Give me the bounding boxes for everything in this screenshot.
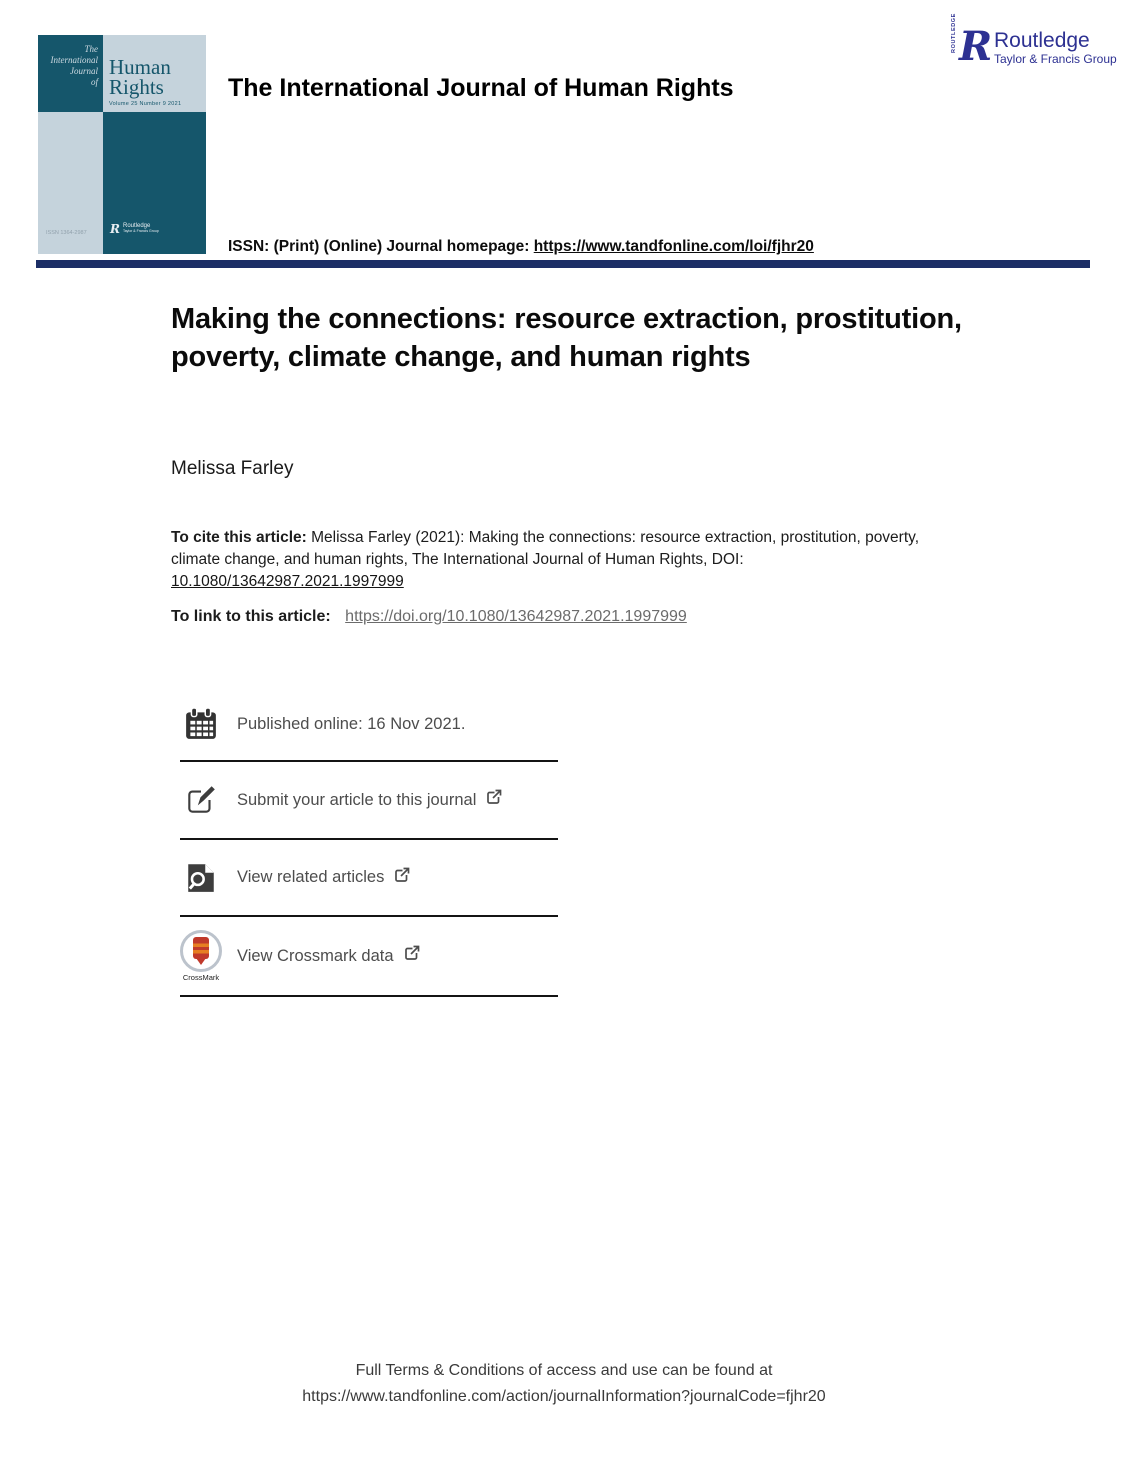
crossmark-caption: CrossMark <box>182 973 220 982</box>
crossmark-row[interactable] <box>180 917 558 997</box>
article-title: Making the connections: resource extraction, prostitution, poverty, climate change, and human rights <box>171 303 962 373</box>
related-articles-row[interactable] <box>180 840 558 917</box>
cover-volume-line: Volume 25 Number 9 2021 <box>109 101 182 107</box>
related-articles-icon <box>180 861 222 895</box>
submit-article-text: Submit your article to this journal <box>237 790 477 809</box>
cover-masthead <box>38 44 98 88</box>
cover-masthead-line: Journal <box>70 66 98 76</box>
external-link-icon <box>393 867 410 889</box>
citation-block <box>171 527 921 593</box>
cover-masthead-line: of <box>90 77 98 87</box>
cover-title-line: Rights <box>109 75 164 99</box>
article-link-line <box>171 608 687 626</box>
published-online-row <box>180 688 558 762</box>
footer-terms-text: Full Terms & Conditions of access and use can be found at <box>355 1362 773 1379</box>
footer <box>0 1358 1128 1410</box>
submit-article-icon <box>180 783 222 817</box>
related-articles-text: View related articles <box>237 868 385 886</box>
routledge-r-mark <box>951 13 993 79</box>
issn-line <box>228 238 814 256</box>
external-link-icon <box>485 789 502 811</box>
calendar-icon <box>180 707 222 741</box>
header-rule <box>36 260 1090 268</box>
cover-masthead-line: International <box>50 55 98 65</box>
cover-mini-publisher: Routledge <box>122 223 151 229</box>
publisher-name: Routledge <box>994 29 1090 52</box>
issn-label: ISSN: (Print) (Online) Journal homepage: <box>228 238 530 255</box>
crossmark-text: View Crossmark data <box>237 946 394 965</box>
author-name: Melissa Farley <box>171 458 294 479</box>
publisher-tagline: Taylor & Francis Group <box>994 52 1117 66</box>
routledge-vertical-text: ROUTLEDGE <box>951 13 957 53</box>
cover-mini-routledge-logo <box>110 223 159 235</box>
routledge-logo <box>951 13 1117 79</box>
cite-body: Melissa Farley (2021): Making the connections: resource extraction, prostitution, poverty, climate change, and human rights, The International Journal of Human Rights, DOI: <box>171 529 920 568</box>
crossmark-icon <box>180 930 222 982</box>
published-online-text: Published online: 16 Nov 2021. <box>237 714 466 733</box>
footer-journal-info-link[interactable]: https://www.tandfonline.com/action/journalInformation?journalCode=fjhr20 <box>302 1388 826 1405</box>
cite-doi-link[interactable]: 10.1080/13642987.2021.1997999 <box>171 573 404 590</box>
cover-mini-tagline: Taylor & Francis Group <box>122 229 159 233</box>
routledge-r-icon: R <box>959 23 993 70</box>
cite-label: To cite this article: <box>171 529 307 546</box>
action-rows <box>180 688 558 997</box>
routledge-r-icon: R <box>110 222 120 236</box>
cover-issn: ISSN 1364-2987 <box>46 230 87 236</box>
doi-link[interactable]: https://doi.org/10.1080/13642987.2021.1997999 <box>345 608 687 625</box>
external-link-icon <box>403 945 420 967</box>
submit-article-row[interactable] <box>180 762 558 840</box>
journal-cover-thumbnail <box>38 35 206 254</box>
cover-journal-title <box>109 57 171 97</box>
journal-title: The International Journal of Human Rights <box>228 74 734 102</box>
cover-title-line: Human <box>109 55 171 79</box>
journal-homepage-link[interactable]: https://www.tandfonline.com/loi/fjhr20 <box>533 238 814 255</box>
link-label: To link to this article: <box>171 608 331 625</box>
cover-masthead-line: The <box>84 44 98 54</box>
